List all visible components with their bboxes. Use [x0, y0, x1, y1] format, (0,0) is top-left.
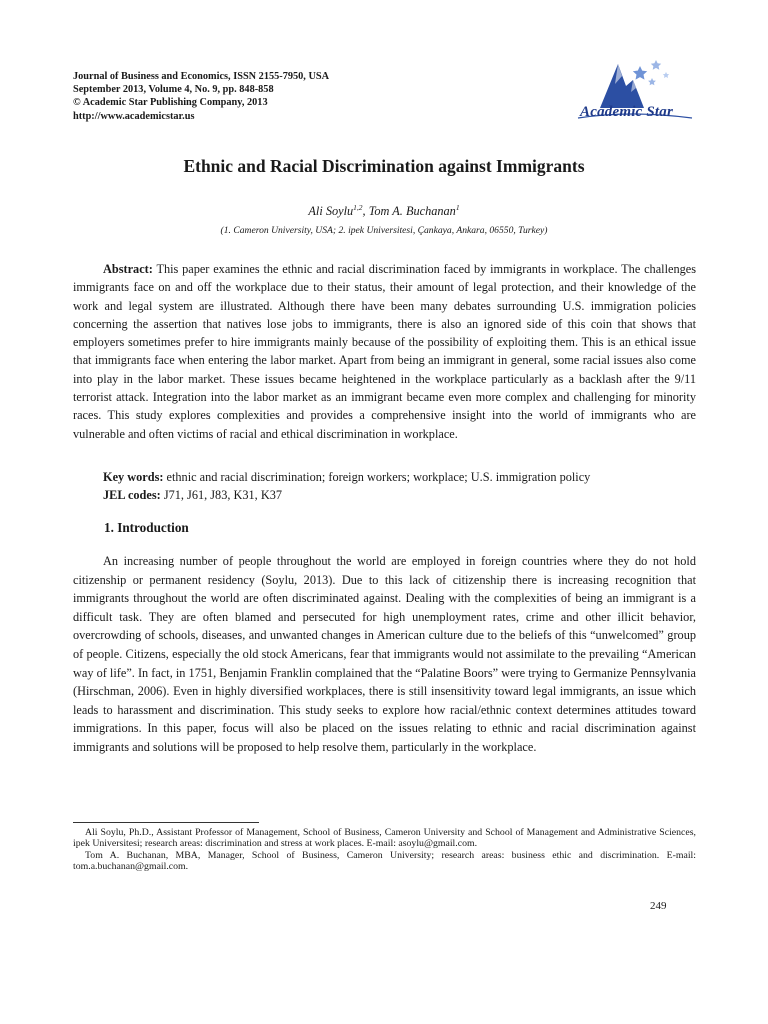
journal-line-3: © Academic Star Publishing Company, 2013 — [73, 97, 268, 109]
journal-line-1: Journal of Business and Economics, ISSN 2155-7950, USA — [73, 71, 330, 82]
jel-label: JEL codes: — [103, 488, 161, 502]
logo-text: Academic Star — [580, 104, 674, 120]
authors-line — [0, 203, 768, 219]
footnote-2: Tom A. Buchanan, MBA, Manager, School of Business, Cameron University; research areas: business ethic and discrimination. E-mail: tom.a.buchanan@gmail.com. — [73, 849, 696, 873]
footnotes — [73, 827, 696, 873]
journal-line-2: September 2013, Volume 4, No. 9, pp. 848-858 — [73, 84, 274, 96]
abstract-text: This paper examines the ethnic and racial discrimination faced by immigrants in workplace. The challenges immigrants face on and off the workplace due to their status, their amount of legal protection, and their knowledge of the work and legal system are illustrated. Although there have been many debates surrounding U.S. immigration policies concerning the assertion that natives lose jobs to immigrants, there is also an ignored side of this coin that shows that employers sometimes prefer to hire immigrants mainly because of the possibility of exploiting them. This is an ethical issue that immigrants face when entering the labor market. Apart from being an immigrant in general, some racial issues also come into play in the labor market. These issues became heightened in the workplace particularly as a backlash after the 9/11 terrorist attack. Integration into the labor market as an immigrant became even more complex and challenging for minority races. This study explores complexities and provides a comprehensive insight into the world of immigrants who are vulnerable and often victims of racial and ethical discrimination in workplace. — [73, 262, 696, 441]
abstract — [73, 260, 696, 443]
footnote-1: Ali Soylu, Ph.D., Assistant Professor of Management, School of Business, Cameron University and School of Management and Administrative Sciences, ipek Universitesi; research areas: discrimination and stress at work places. E-mail: asoylu@gmail.com. — [73, 827, 696, 850]
author-1: Ali Soylu — [308, 204, 354, 219]
author-2-sup: 1 — [455, 203, 460, 212]
journal-header — [73, 70, 493, 123]
keywords — [103, 470, 590, 485]
page-number: 249 — [650, 900, 667, 912]
jel-codes — [103, 488, 282, 503]
jel-text: J71, J61, J83, K31, K37 — [163, 488, 283, 502]
author-separator: , — [362, 204, 369, 219]
journal-url: http://www.academicstar.us — [73, 110, 195, 122]
section-heading-introduction: 1. Introduction — [104, 520, 189, 535]
author-1-sup: 1,2 — [353, 203, 363, 212]
author-2: Tom A. Buchanan — [368, 204, 456, 219]
keywords-text: ethnic and racial discrimination; foreign workers; workplace; U.S. immigration policy — [166, 470, 591, 484]
paper-title: Ethnic and Racial Discrimination against Immigrants — [183, 156, 585, 176]
keywords-label: Key words: — [103, 470, 164, 484]
introduction-paragraph: An increasing number of people throughout the world are employed in foreign countries where they do not hold citizenship or permanent residency (Soylu, 2013). Due to this lack of citizenship there is increasing recognition that immigrants throughout the world are often discriminated against. Dealing with the complexities of being an immigrant is a difficult task. They are often blamed and persecuted for high unemployment rates, crime and other illicit behavior, overcrowding of schools, diseases, and unwanted changes in American culture due to the beliefs of this “unwelcomed” group of people. Citizens, especially the old stock Americans, fear that immigrants would not assimilate to the prevailing “American way of life”. In fact, in 1751, Benjamin Franklin complained that the “Palatine Boors” were trying to Germanize Pennsylvania (Hirschman, 2006). Even in highly diversified workplaces, there is still insensitivity toward legal immigrants, an issue which leads to harassment and discrimination. This study seeks to explore how racial/ethnic context determines attitudes toward immigrations. In this paper, focus will also be placed on the issues relating to ethnic and racial discrimination against immigrants and solutions will be proposed to help resolve them, particularly in the workplace. — [73, 554, 696, 754]
affiliations: (1. Cameron University, USA; 2. ipek Universitesi, Çankaya, Ankara, 06550, Turkey) — [220, 225, 548, 236]
footnote-divider — [73, 822, 259, 823]
abstract-label: Abstract: — [103, 262, 153, 276]
